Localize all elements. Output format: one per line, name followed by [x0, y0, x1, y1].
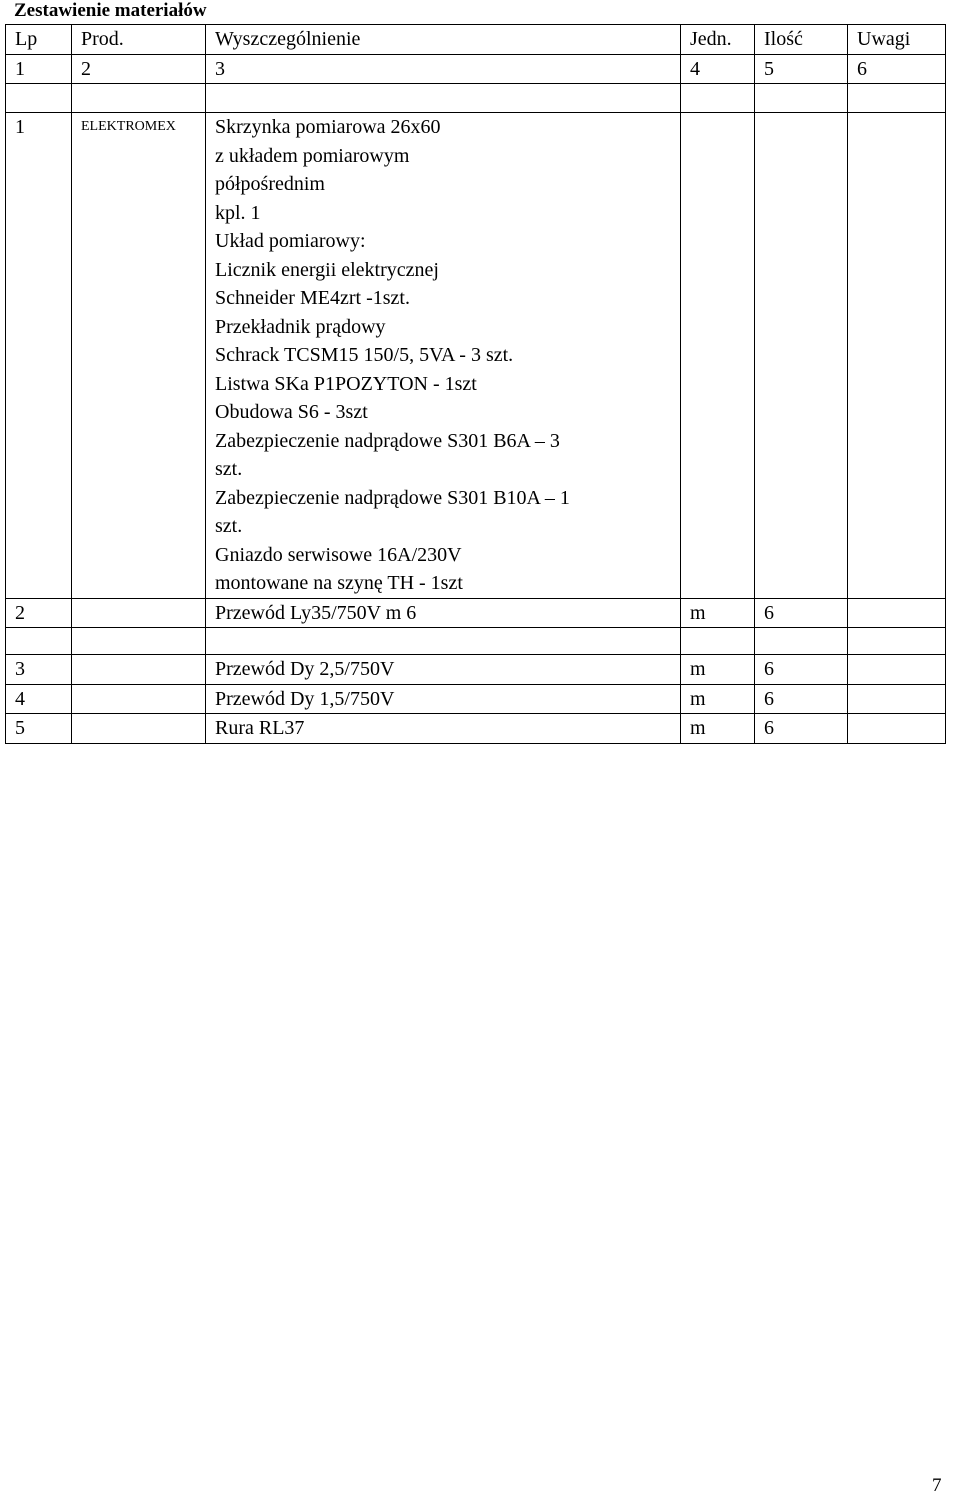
table-row [6, 655, 946, 685]
column-number: 2 [72, 54, 206, 84]
row-producer: ELEKTROMEX [72, 113, 206, 599]
row-producer [72, 598, 206, 628]
column-number: 3 [206, 54, 681, 84]
table-row [6, 714, 946, 744]
column-number-row [6, 54, 946, 84]
column-number: 5 [755, 54, 848, 84]
row-unit: m [681, 684, 755, 714]
description-line: Obudowa S6 - 3szt [215, 401, 368, 423]
row-quantity [755, 113, 848, 599]
description-line: montowane na szynę TH - 1szt [215, 572, 463, 594]
description-line: Listwa SKa P1POZYTON - 1szt [215, 372, 477, 395]
row-description: Przewód Dy 1,5/750V [206, 684, 681, 714]
row-unit: m [681, 598, 755, 628]
row-notes [848, 684, 946, 714]
column-number: 1 [6, 54, 72, 84]
row-notes [848, 113, 946, 599]
description-line: szt. [215, 458, 243, 480]
row-producer [72, 684, 206, 714]
row-lp: 5 [6, 714, 72, 744]
row-description [206, 113, 681, 599]
description-line: Zabezpieczenie nadprądowe S301 B6A – 3 [215, 429, 560, 452]
header-row [6, 25, 946, 55]
description-line: Gniazdo serwisowe 16A/230V [215, 543, 462, 566]
table-row [6, 113, 946, 599]
description-line: Schrack TCSM15 150/5, 5VA - 3 szt. [215, 344, 514, 366]
row-description: Rura RL37 [206, 714, 681, 744]
description-line: Układ pomiarowy: [215, 230, 366, 252]
table-row [6, 598, 946, 628]
column-number: 6 [848, 54, 946, 84]
description-line: kpl. 1 [215, 201, 261, 224]
row-notes [848, 598, 946, 628]
description-line: Skrzynka pomiarowa 26x60 [215, 116, 441, 138]
row-lp: 2 [6, 598, 72, 628]
column-header-quantity: Ilość [755, 25, 848, 55]
row-lp: 3 [6, 655, 72, 685]
description-line: Zabezpieczenie nadprądowe S301 B10A – 1 [215, 486, 570, 509]
row-description: Przewód Dy 2,5/750V [206, 655, 681, 685]
row-quantity: 6 [755, 714, 848, 744]
description-line: z układem pomiarowym [215, 144, 410, 167]
description-line: Schneider ME4zrt -1szt. [215, 287, 410, 309]
document-title: Zestawienie materiałów [14, 0, 207, 21]
blank-row [6, 628, 946, 655]
row-producer [72, 714, 206, 744]
row-unit: m [681, 714, 755, 744]
row-notes [848, 714, 946, 744]
row-producer [72, 655, 206, 685]
blank-row [6, 84, 946, 113]
row-quantity: 6 [755, 684, 848, 714]
row-lp: 4 [6, 684, 72, 714]
row-notes [848, 655, 946, 685]
row-quantity: 6 [755, 598, 848, 628]
column-number: 4 [681, 54, 755, 84]
description-line: szt. [215, 515, 243, 537]
column-header-description: Wyszczególnienie [206, 25, 681, 55]
column-header-notes: Uwagi [848, 25, 946, 55]
row-lp: 1 [6, 113, 72, 599]
row-quantity: 6 [755, 655, 848, 685]
table-row [6, 684, 946, 714]
page-number: 7 [932, 1475, 942, 1496]
column-header-prod: Prod. [72, 25, 206, 55]
description-line: Przekładnik prądowy [215, 315, 386, 338]
description-line: Licznik energii elektrycznej [215, 258, 439, 281]
description-line: półpośrednim [215, 173, 325, 195]
column-header-lp: Lp [6, 25, 72, 55]
materials-table [5, 24, 946, 744]
row-description: Przewód Ly35/750V m 6 [206, 598, 681, 628]
row-unit [681, 113, 755, 599]
column-header-unit: Jedn. [681, 25, 755, 55]
row-unit: m [681, 655, 755, 685]
